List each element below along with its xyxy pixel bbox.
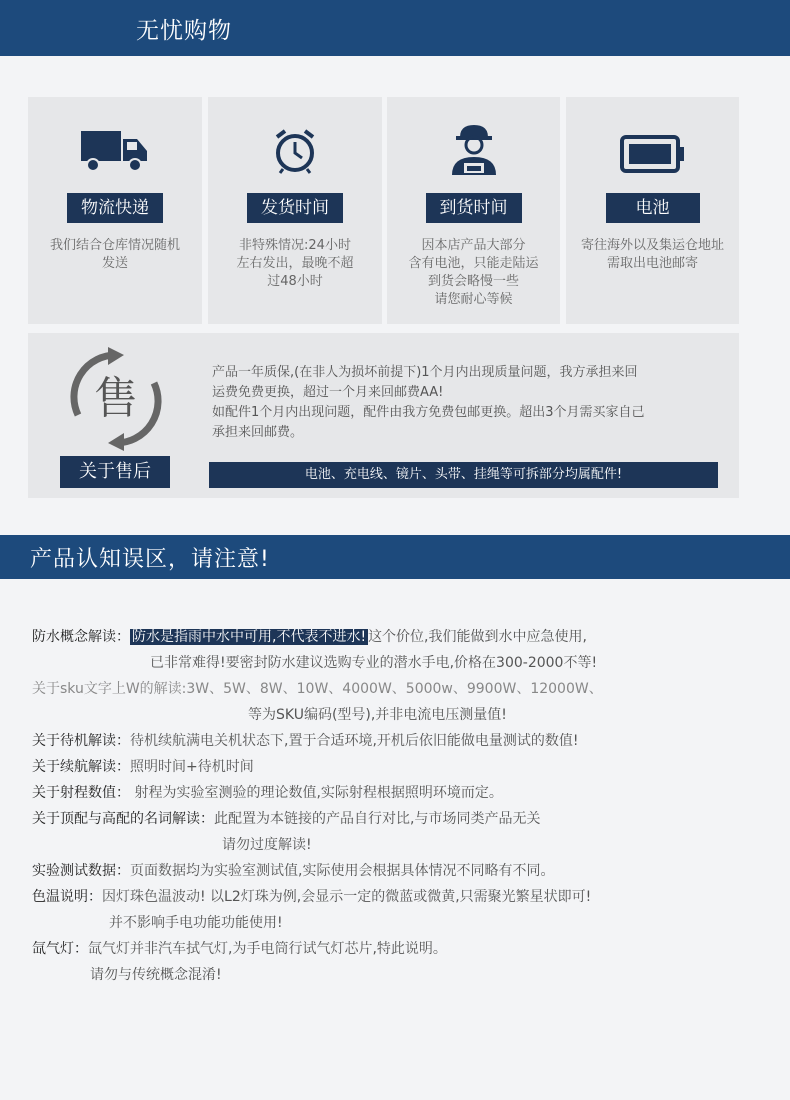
note-xenon-cont: 请勿与传统概念混淆! bbox=[90, 967, 222, 983]
note-waterproof: 防水概念解读： 防水是指雨中水中可用,不代表不进水! 这个价位,我们能做到水中应急使用, bbox=[32, 629, 587, 645]
feature-desc-arrival: 因本店产品大部分 含有电池，只能走陆运 到货会略慢一些 请您耐心等候 bbox=[408, 238, 539, 307]
header-banner bbox=[0, 0, 790, 56]
after-sales-tag: 关于售后 bbox=[60, 456, 170, 488]
note-xenon: 氙气灯：氙气灯并非汽车拭气灯,为手电筒行试气灯芯片,特此说明。 bbox=[32, 941, 447, 957]
note-sku-cont: 等为SKU编码(型号),并非电流电压测量值! bbox=[248, 707, 507, 723]
feature-card-shipping bbox=[28, 97, 202, 324]
battery-icon bbox=[620, 135, 686, 177]
note-config: 关于顶配与高配的名词解读：此配置为本链接的产品自行对比,与市场同类产品无关 bbox=[32, 811, 541, 827]
section-title: 产品认知误区，请注意! bbox=[30, 547, 270, 572]
note-color: 色温说明：因灯珠色温波动! 以L2灯珠为例,会显示一定的微蓝或微黄,只需聚光繁星状即可! bbox=[32, 889, 592, 905]
after-sales-icon bbox=[68, 345, 164, 457]
feature-tag-shipping: 物流快递 bbox=[67, 193, 163, 223]
after-sales-text: 产品一年质保,(在非人为损坏前提下)1个月内出现质量问题，我方承担来回 运费免费更换，超过一个月来回邮费AA! 如配件1个月内出现问题，配件由我方免费包邮更换。超出3个月需买家自己 承担来回邮费。 bbox=[212, 365, 645, 440]
feature-desc-battery: 寄往海外以及集运仓地址 需取出电池邮寄 bbox=[580, 238, 724, 271]
after-sales-panel bbox=[28, 333, 739, 498]
feature-tag-battery: 电池 bbox=[606, 193, 700, 223]
note-test: 实验测试数据：页面数据均为实验室测试值,实际使用会根据具体情况不同略有不同。 bbox=[32, 863, 555, 879]
note-endurance: 关于续航解读：照明时间+待机时间 bbox=[32, 759, 254, 775]
page-title: 无忧购物 bbox=[136, 18, 232, 44]
svg-text:售: 售 bbox=[94, 373, 138, 424]
accessories-banner: 电池、充电线、镜片、头带、挂绳等可拆部分均属配件! bbox=[209, 462, 718, 488]
alarm-clock-icon bbox=[271, 127, 319, 179]
note-color-cont: 并不影响手电功能功能使用! bbox=[109, 915, 283, 931]
section-banner bbox=[0, 535, 790, 579]
note-config-cont: 请勿过度解读! bbox=[222, 837, 312, 853]
note-sku: 关于sku文字上W的解读:3W、5W、8W、10W、4000W、5000w、9900W、12000W、 bbox=[32, 681, 603, 697]
note-range: 关于射程数值： 射程为实验室测验的理论数值,实际射程根据照明环境而定。 bbox=[32, 785, 503, 801]
notes-list bbox=[32, 624, 772, 988]
courier-icon bbox=[446, 121, 502, 181]
feature-card-arrival bbox=[387, 97, 560, 324]
feature-desc-shipping: 我们结合仓库情况随机 发送 bbox=[49, 238, 180, 271]
note-standby: 关于待机解读：待机续航满电关机状态下,置于合适环境,开机后依旧能做电量测试的数值! bbox=[32, 733, 579, 749]
note-waterproof-cont: 已非常难得!要密封防水建议选购专业的潜水手电,价格在300-2000不等! bbox=[150, 655, 598, 671]
truck-icon bbox=[79, 127, 151, 177]
feature-card-dispatch bbox=[208, 97, 382, 324]
feature-desc-dispatch: 非特殊情况:24小时 左右发出，最晚不超 过48小时 bbox=[236, 238, 354, 289]
feature-tag-arrival: 到货时间 bbox=[426, 193, 522, 223]
feature-tag-dispatch: 发货时间 bbox=[247, 193, 343, 223]
feature-card-battery bbox=[566, 97, 739, 324]
